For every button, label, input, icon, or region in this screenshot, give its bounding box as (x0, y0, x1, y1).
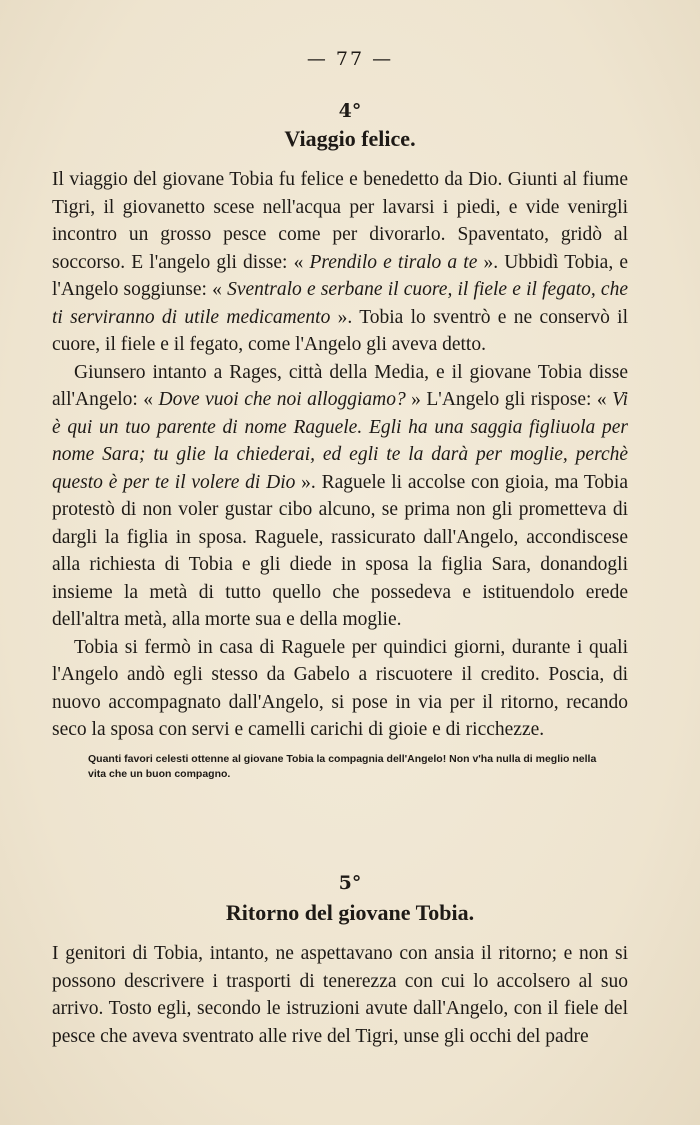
text-run: ». Raguele li accolse con gioia, ma Tobia protestò di non voler gustar cibo alcuno, se prima non gli prometteva di dargli la figlia in sposa. Raguele, rassicurato dall'Angelo, accondiscese alla richiesta di Tobia e gli diede in sposa la figlia Sara, donandogli insieme la metà di tutto quello che possedeva e istituendolo erede dell'altra metà, alla morte sua e della moglie. (52, 471, 628, 630)
paragraph (52, 166, 628, 359)
paragraph: Tobia si fermò in casa di Raguele per quindici giorni, durante i quali l'Angelo andò egli stesso da Gabelo a riscuotere il credito. Poscia, di nuovo accompagnato dall'Angelo, si pose in via per il ritorno, recando seco la sposa con servi e camelli carichi di gioie e di ricchezze. (52, 636, 628, 740)
text-run: ». Tobia lo sventrò e ne conservò il cuore, il fiele e il fegato, come l'Angelo gli aveva detto. (52, 306, 628, 355)
italic-quote: Vi è qui un tuo parente di nome Raguele. Egli ha una saggia figliuola per nome Sara; tu glie la chiederai, ed egli te la darà per moglie, perchè questo è per te il volere di Dio (52, 389, 629, 493)
page-number: — 77 — (306, 48, 394, 70)
paragraph: I genitori di Tobia, intanto, ne aspettavano con ansia il ritorno; e non si possono descrivere i trasporti di tenerezza con cui lo accolsero al suo arrivo. Tosto egli, secondo le istruzioni avute dall'Angelo, con il fiele del pesce che aveva sventrato alle rive del Tigri, unse gli occhi del padre (52, 943, 628, 1047)
section-number: 5° (338, 872, 362, 894)
text-run: ». Ubbidì Tobia, e l'Angelo soggiunse: « (52, 251, 628, 300)
section-number: 4° (338, 100, 362, 122)
text-run: Il viaggio del giovane Tobia fu felice e benedetto da Dio. Giunti al fiume Tigri, il giovanetto scese nell'acqua per lavarsi i piedi, e vide venirgli incontro un grosso pesce come per divorarlo. Spaventato, gridò al soccorso. E l'angelo gli disse: « (52, 169, 628, 273)
section-title: Ritorno del giovane Tobia. (225, 900, 475, 925)
section-body (52, 166, 628, 744)
section-ritorno (0, 872, 700, 1050)
text-run: Giunsero intanto a Rages, città della Media, e il giovane Tobia disse all'Angelo: « (52, 361, 628, 410)
moral-note: Quanti favori celesti ottenne al giovane Tobia la compagnia dell'Angelo! Non v'ha nulla di meglio nella vita che un buon compagno. (88, 752, 597, 780)
italic-quote: Sventralo e serbane il cuore, il fiele e il fegato, che ti serviranno di utile medicamento (52, 279, 628, 328)
paragraph (52, 359, 628, 634)
section-title: Viaggio felice. (284, 126, 416, 151)
section-body (52, 940, 628, 1050)
section-viaggio-felice (0, 100, 700, 782)
text-run: » L'Angelo gli rispose: « (405, 389, 613, 410)
italic-quote: Prendilo e tiralo a te (309, 251, 478, 273)
italic-quote: Dove vuoi che noi alloggiamo? (158, 389, 406, 410)
